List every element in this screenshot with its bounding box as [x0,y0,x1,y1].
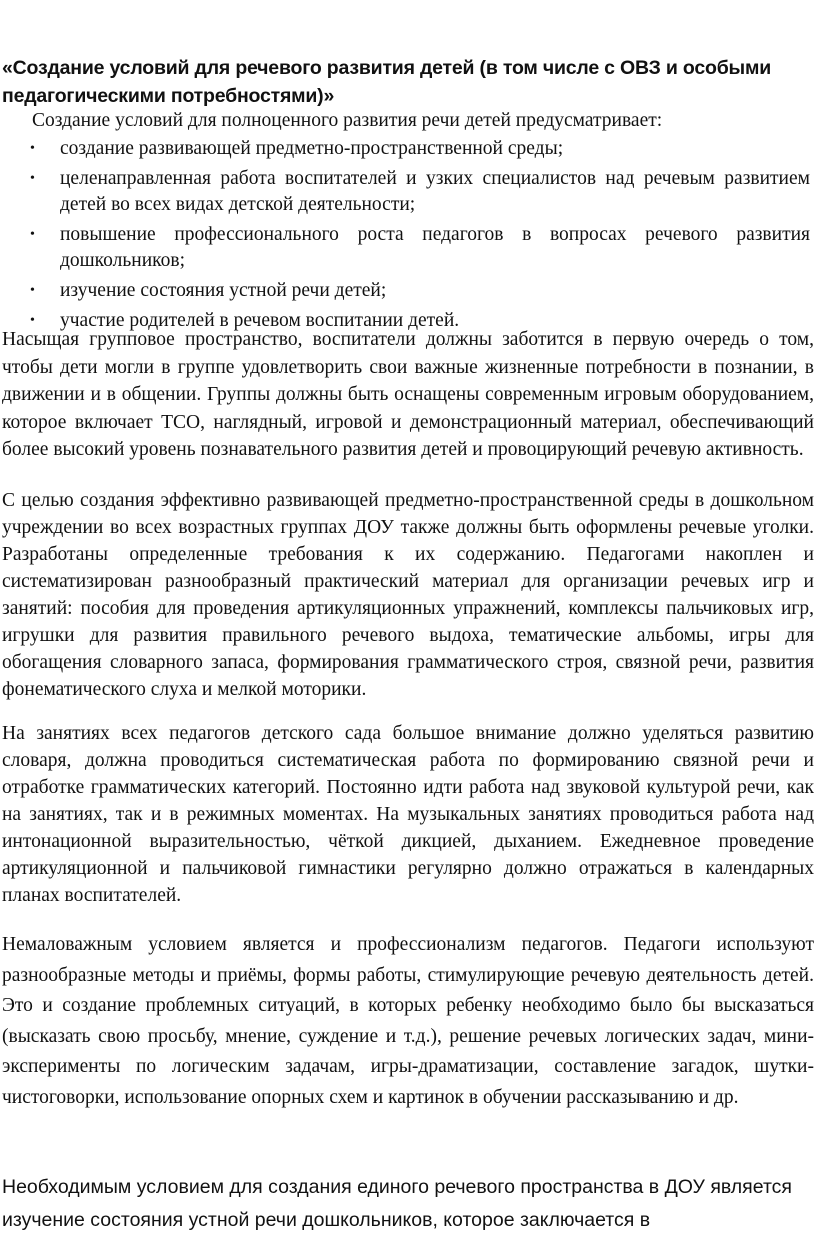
bullet-icon: • [30,141,35,156]
paragraph-lessons: На занятиях всех педагогов детского сада большое внимание должно уделяться развитию словаря, должна проводиться систематическая работа по формированию связной речи и отработке грамматических категорий. Постоянно идти работа над звуковой культурой речи, как на занятиях, так и в режимных моментах. На музыкальных занятиях проводиться работа над интонационной выразительностью, чёткой дикцией, дыханием. Ежедневное проведение артикуляционной и пальчиковой гимнастики регулярно должно отражаться в календарных планах воспитателей. [2,723,814,906]
bullet-icon: • [30,283,35,298]
list-item-text: целенаправленная работа воспитателей и узких специалистов над речевым развитием детей во всех видах детской деятельности; [60,168,810,215]
conditions-list [0,136,816,338]
list-item-text: изучение состояния устной речи детей; [60,280,387,301]
list-item-text: участие родителей в речевом воспитании детей. [60,310,460,331]
list-item-text: повышение профессионального роста педагогов в вопросах речевого развития дошкольников; [60,224,810,271]
paragraph-professionalism: Немаловажным условием является и профессионализм педагогов. Педагоги используют разнообразные методы и приёмы, формы работы, стимулирующие речевую деятельность детей. Это и создание проблемных ситуаций, в которых ребенку необходимо было бы высказаться (высказать свою просьбу, мнение, суждение и т.д.), решение речевых логических задач, мини-эксперименты по логическим задачам, игры-драматизации, составление загадок, шутки-чистоговорки, использование опорных схем и картинок в обучении рассказыванию и др. [2,934,814,1108]
paragraph-group-space: Насыщая групповое пространство, воспитатели должны заботится в первую очередь о том, чтобы дети могли в группе удовлетворить свои важные жизненные потребности в познании, в движении и в общении. Группы должны быть оснащены современным игровым оборудованием, которое включает ТСО, наглядный, игровой и демонстрационный материал, обеспечивающий более высокий уровень познавательного развития детей и провоцирующий речевую активность. [2,329,814,460]
list-item-text: создание развивающей предметно-пространственной среды; [60,138,564,159]
paragraph-speech-corners: С целью создания эффективно развивающей предметно-пространственной среды в дошкольном учреждении во всех возрастных группах ДОУ также должны быть оформлены речевые уголки. Разработаны определенные требования к их содержанию. Педагогами накоплен и систематизирован разнообразный практический материал для организации речевых игр и занятий: пособия для проведения артикуляционных упражнений, комплексы пальчиковых игр, игрушки для развития правильного речевого выдоха, тематические альбомы, игры для обогащения словарного запаса, формирования грамматического строя, связной речи, развития фонематического слуха и мелкой моторики. [2,490,814,700]
list-item [0,166,816,218]
intro-text: Создание условий для полноценного развития речи детей предусматривает: [32,110,663,131]
list-item [0,222,816,274]
bullet-icon: • [30,313,35,328]
footer-paragraph: Необходимым условием для создания единого речевого пространства в ДОУ является изучение состояния устной речи дошкольников, которое заключается в [2,1176,792,1231]
bullet-icon: • [30,227,35,242]
list-item [0,136,816,162]
list-item [0,278,816,304]
bullet-icon: • [30,171,35,186]
document-title: «Создание условий для речевого развития детей (в том числе с ОВЗ и особыми педагогическими потребностями)» [2,57,771,107]
